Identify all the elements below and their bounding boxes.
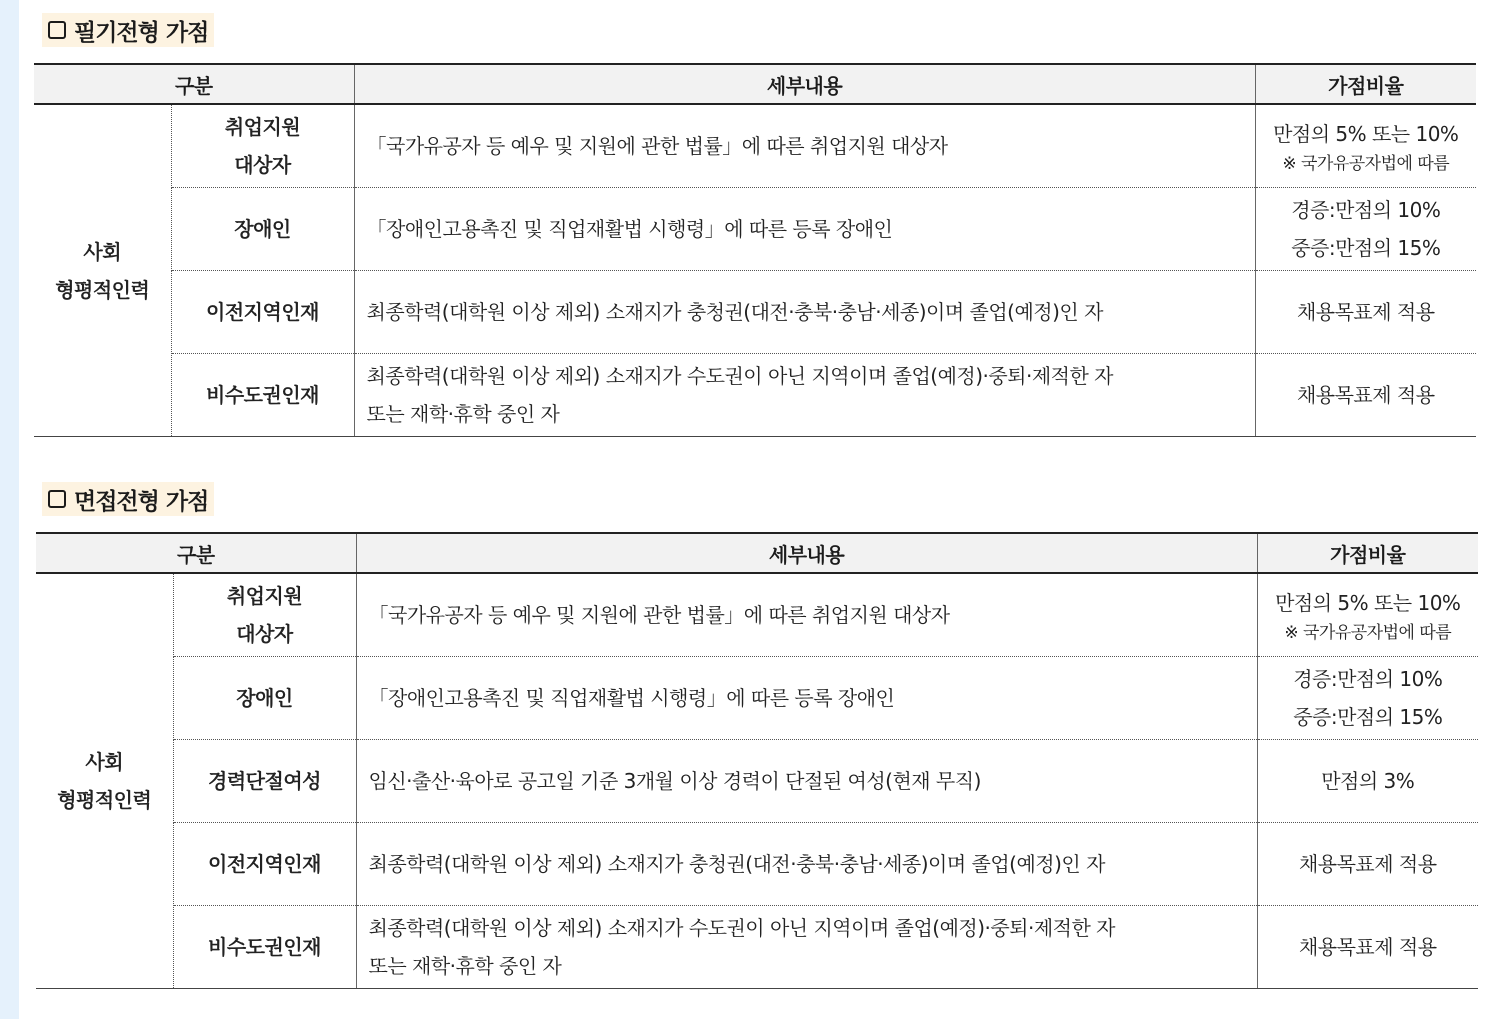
category-label: 취업지원 [224,115,301,139]
rate-cell [1257,906,1478,989]
rate-note: ※ 국가유공자법에 따름 [1282,154,1450,174]
group-label-line: 사회 [83,239,122,264]
table-row [36,573,1478,657]
header-category: 구분 [34,64,354,104]
detail-cell [354,188,1255,271]
detail-text: 또는 재학·휴학 중인 자 [366,402,560,426]
detail-text: 「장애인고용촉진 및 직업재활법 시행령」에 따른 등록 장애인 [366,217,893,241]
category-cell [173,906,356,989]
category-label: 취업지원 [226,584,303,608]
rate-cell [1255,104,1476,188]
table-row [36,657,1478,740]
detail-text: 최종학력(대학원 이상 제외) 소재지가 충청권(대전·충북·충남·세종)이며 졸업(예정)인 자 [366,300,1103,324]
table-row [36,823,1478,906]
rate-cell [1257,740,1478,823]
rate-cell [1255,188,1476,271]
detail-text: 또는 재학·휴학 중인 자 [368,954,562,978]
category-label: 이전지역인재 [206,300,319,324]
rate-cell [1255,271,1476,354]
group-cell [36,573,173,989]
rate-text: 채용목표제 적용 [1298,935,1437,959]
detail-text: 최종학력(대학원 이상 제외) 소재지가 수도권이 아닌 지역이며 졸업(예정)·중퇴·제적한 자 [366,364,1113,388]
category-label: 대상자 [236,622,293,646]
rate-text: 채용목표제 적용 [1296,300,1435,324]
rate-text: 채용목표제 적용 [1298,852,1437,876]
rate-text: 중증:만점의 15% [1293,705,1443,729]
detail-cell [356,573,1257,657]
rate-note: ※ 국가유공자법에 따름 [1284,623,1452,643]
group-cell [34,104,171,437]
rate-text: 만점의 5% 또는 10% [1273,122,1459,146]
category-label: 비수도권인재 [208,935,321,959]
interview-bonus-table [36,532,1478,989]
detail-text: 임신·출산·육아로 공고일 기준 3개월 이상 경력이 단절된 여성(현재 무직) [368,769,981,793]
rate-cell [1255,354,1476,437]
square-bullet-icon [48,21,66,39]
table-row [34,188,1476,271]
rate-cell [1257,823,1478,906]
category-cell [173,573,356,657]
detail-cell [354,104,1255,188]
detail-text: 최종학력(대학원 이상 제외) 소재지가 충청권(대전·충북·충남·세종)이며 졸업(예정)인 자 [368,852,1105,876]
group-label-line: 형평적인력 [55,277,150,302]
category-label: 이전지역인재 [208,852,321,876]
category-cell [173,657,356,740]
detail-text: 「국가유공자 등 예우 및 지원에 관한 법률」에 따른 취업지원 대상자 [368,603,950,627]
section-title-text: 필기전형 가점 [74,19,209,46]
rate-text: 채용목표제 적용 [1296,383,1435,407]
category-cell [173,823,356,906]
rate-cell [1257,573,1478,657]
written-bonus-table [34,63,1476,437]
detail-cell [354,271,1255,354]
table-row [36,906,1478,989]
detail-text: 최종학력(대학원 이상 제외) 소재지가 수도권이 아닌 지역이며 졸업(예정)·중퇴·제적한 자 [368,916,1115,940]
rate-text: 만점의 5% 또는 10% [1275,591,1461,615]
group-label-line: 형평적인력 [57,788,152,812]
category-label: 대상자 [234,153,291,177]
category-label: 비수도권인재 [206,383,319,407]
table-header-row [36,533,1478,573]
detail-cell [356,823,1257,906]
rate-text: 경증:만점의 10% [1293,667,1443,691]
category-label: 장애인 [236,686,293,710]
header-detail: 세부내용 [354,64,1255,104]
header-rate: 가점비율 [1255,64,1476,104]
header-rate: 가점비율 [1257,533,1478,573]
rate-text: 중증:만점의 15% [1291,236,1441,260]
detail-cell [354,354,1255,437]
category-cell [173,740,356,823]
category-cell [171,354,354,437]
group-label-line: 사회 [85,750,124,774]
square-bullet-icon [48,490,66,508]
rate-text: 만점의 3% [1321,769,1415,793]
header-detail: 세부내용 [356,533,1257,573]
category-cell [171,271,354,354]
table-row [34,104,1476,188]
section-title-interview [42,482,214,516]
category-cell [171,188,354,271]
table-header-row [34,64,1476,104]
rate-cell [1257,657,1478,740]
detail-cell [356,657,1257,740]
table-row [36,740,1478,823]
section-title-written [42,13,214,47]
rate-text: 경증:만점의 10% [1291,198,1441,222]
section-title-text: 면접전형 가점 [74,488,209,515]
detail-cell [356,906,1257,989]
detail-text: 「국가유공자 등 예우 및 지원에 관한 법률」에 따른 취업지원 대상자 [366,134,948,158]
detail-cell [356,740,1257,823]
category-cell [171,104,354,188]
category-label: 장애인 [234,217,291,241]
detail-text: 「장애인고용촉진 및 직업재활법 시행령」에 따른 등록 장애인 [368,686,895,710]
header-category: 구분 [36,533,356,573]
left-accent-strip [0,0,19,1019]
category-label: 경력단절여성 [208,769,321,793]
table-row [34,271,1476,354]
table-row [34,354,1476,437]
